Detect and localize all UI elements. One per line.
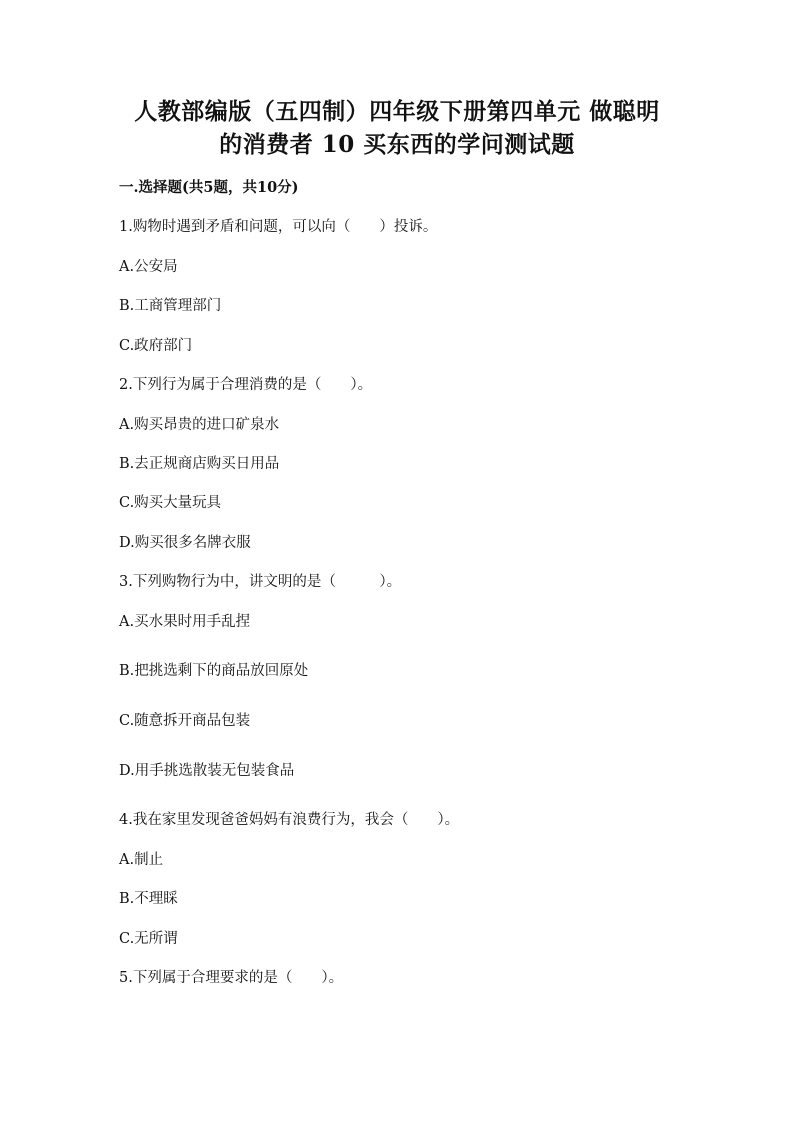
question-option: A.购买昂贵的进口矿泉水 — [119, 417, 280, 433]
question-option: B.不理睬 — [119, 891, 178, 907]
question-stem: 4.我在家里发现爸爸妈妈有浪费行为，我会（ ）。 — [119, 812, 460, 828]
question-option: C.无所谓 — [119, 931, 178, 947]
question-option: C.政府部门 — [119, 338, 193, 354]
question-option: A.制止 — [119, 852, 164, 868]
section-heading: 一.选择题(共5题，共10分) — [119, 179, 299, 196]
question-option: A.买水果时用手乱捏 — [119, 614, 251, 630]
question-option: D.购买很多名牌衣服 — [119, 535, 251, 551]
question-stem: 2.下列行为属于合理消费的是（ ）。 — [119, 377, 373, 393]
question-option: B.把挑选剩下的商品放回原处 — [119, 663, 309, 679]
question-option: A.公安局 — [119, 259, 178, 275]
question-stem: 5.下列属于合理要求的是（ ）。 — [119, 970, 344, 986]
question-option: C.随意拆开商品包装 — [119, 713, 251, 729]
document-title-line-2: 的消费者 10 买东西的学问测试题 — [219, 131, 575, 158]
question-stem: 1.购物时遇到矛盾和问题，可以向（ ）投诉。 — [119, 219, 438, 235]
question-option: D.用手挑选散装无包装食品 — [119, 763, 295, 779]
question-option: C.购买大量玩具 — [119, 495, 222, 511]
question-option: B.去正规商店购买日用品 — [119, 456, 280, 472]
document-title-line-1: 人教部编版（五四制）四年级下册第四单元 做聪明 — [134, 98, 660, 125]
question-option: B.工商管理部门 — [119, 298, 222, 314]
question-stem: 3.下列购物行为中，讲文明的是（ ）。 — [119, 574, 402, 590]
